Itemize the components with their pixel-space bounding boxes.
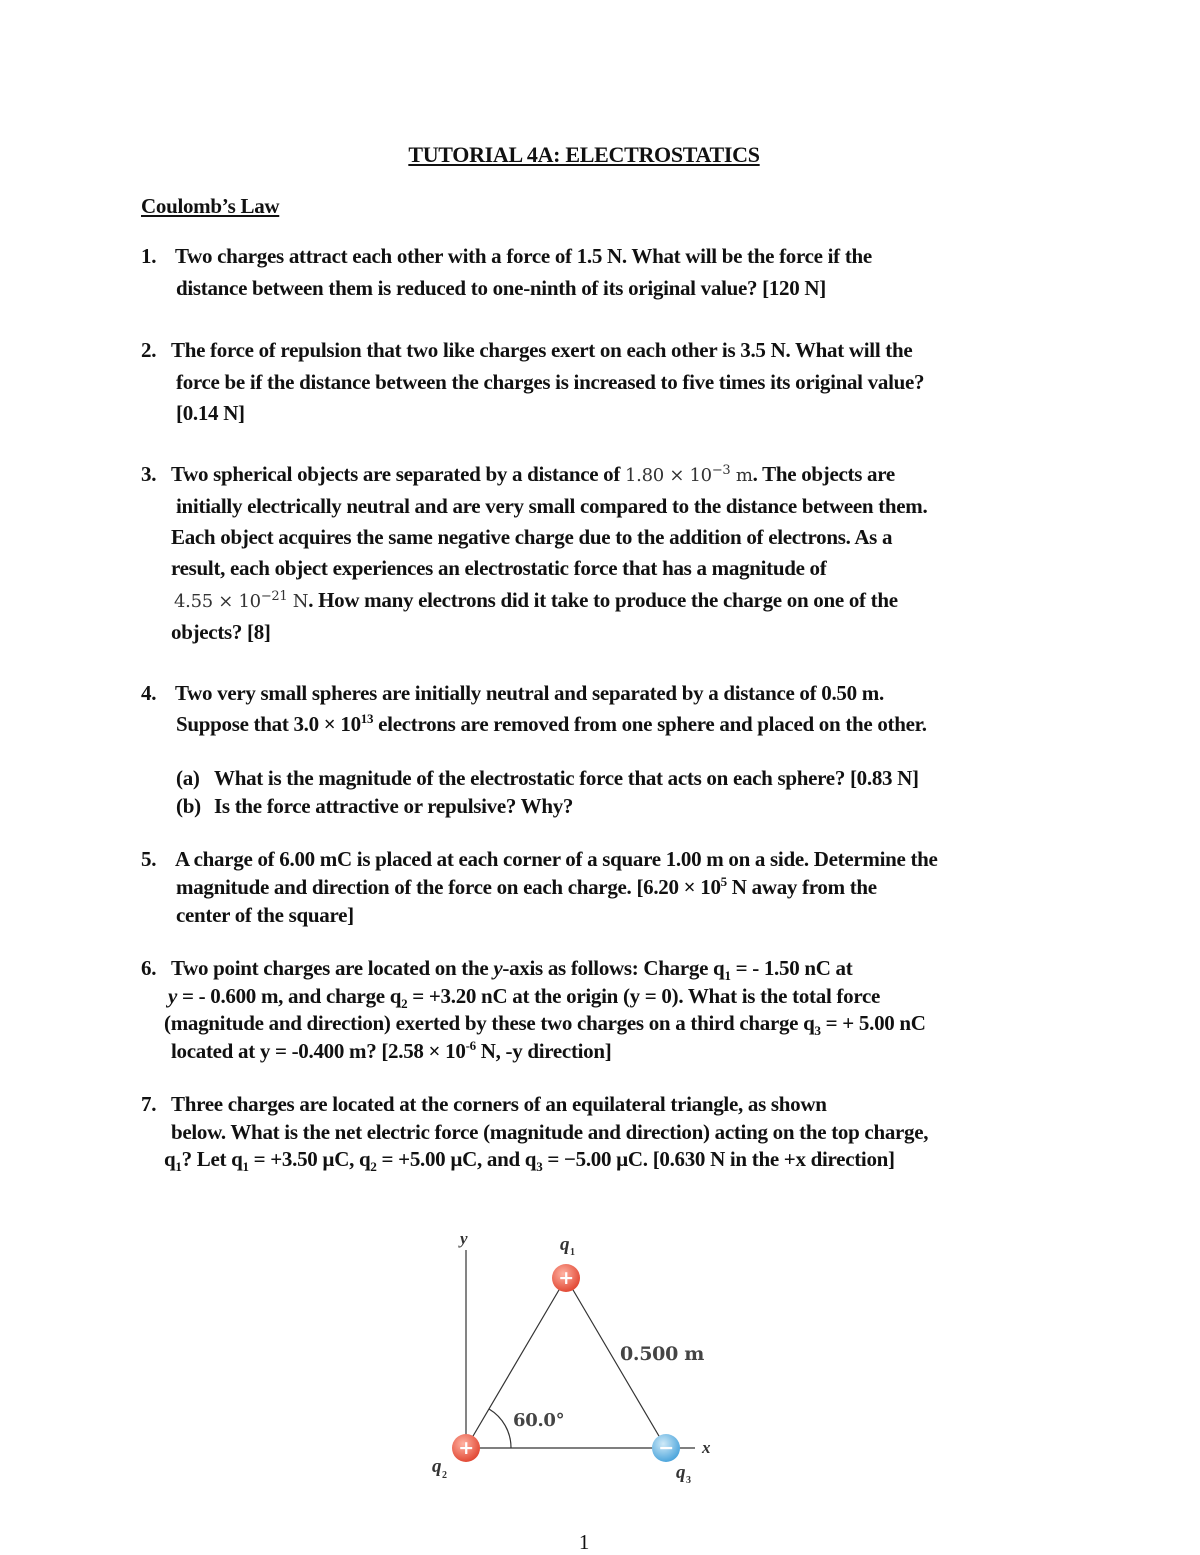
q1-label: q <box>560 1234 570 1255</box>
q2-label: q <box>432 1456 442 1477</box>
question-number: 2. <box>141 338 157 362</box>
question-7-line-2: below. What is the net electric force (magnitude and direction) acting on the top charge, <box>171 1120 929 1144</box>
question-6-line-2: y = - 0.600 m, and charge $q_2 = +3.20$ nC at the origin (y = 0). What is the total force <box>168 984 881 1012</box>
y-axis-label: y <box>460 1229 468 1248</box>
question-5-line-1: 5. A charge of 6.00 mC is placed at each corner of a square 1.00 m on a side. Determine the <box>141 847 938 871</box>
question-7-line-3: $q_1$? Let $q_1 = +3.50$ µC, $q_2 = +5.00$ µC, and $q_3 = -5.00$ µC. [0.630 N in the +x direction] <box>164 1147 895 1175</box>
question-2-answer: [0.14 N] <box>176 401 245 425</box>
plus-sign-q2: + <box>458 1437 474 1459</box>
q2-subscript: 2 <box>442 1470 447 1481</box>
q3-subscript: 3 <box>686 1475 691 1486</box>
question-3-line-4: result, each object experiences an electrostatic force that has a magnitude of <box>171 556 827 580</box>
question-1-line-1: 1. Two charges attract each other with a force of 1.5 N. What will be the force if the <box>141 244 872 268</box>
question-number: 3. <box>141 462 157 486</box>
question-6-line-3: (magnitude and direction) exerted by these two charges on a third charge $q_3$ = + 5.00 nC <box>164 1011 926 1039</box>
force-value: $4.55 \times 10^{-21}$ N <box>174 589 309 612</box>
question-3-line-1: 3. Two spherical objects are separated by a distance of $1.80 \times 10^{-3}$ m. The objects are <box>141 462 895 486</box>
angle-label: 60.0° <box>513 1410 565 1431</box>
section-heading: Coulomb’s Law <box>141 194 280 218</box>
question-number: 6. <box>141 956 157 980</box>
question-2-line-2: force be if the distance between the charges is increased to five times its original value? <box>176 370 925 394</box>
distance-value: $1.80 \times 10^{-3}$ m <box>625 463 753 486</box>
question-7-line-1: 7. Three charges are located at the corners of an equilateral triangle, as shown <box>141 1092 827 1116</box>
question-3-line-3: Each object acquires the same negative charge due to the addition of electrons. As a <box>171 525 893 549</box>
question-5-line-2: magnitude and direction of the force on each charge. [$6.20 \times 10^5$ N away from the <box>176 874 877 899</box>
question-4-part-b: (b) Is the force attractive or repulsive? Why? <box>176 794 574 818</box>
triangle-diagram <box>410 1220 740 1500</box>
question-3-line-5: $4.55 \times 10^{-21}$ N. How many electrons did it take to produce the charge on one of the <box>174 588 898 612</box>
minus-sign-q3: − <box>658 1437 674 1459</box>
triangle-charges-figure <box>410 1220 740 1500</box>
angle-arc <box>489 1409 511 1448</box>
question-number: 5. <box>141 847 157 871</box>
question-number: 4. <box>141 681 157 705</box>
x-axis-label: x <box>702 1438 711 1457</box>
question-1-line-2: distance between them is reduced to one-ninth of its original value? [120 N] <box>176 276 826 300</box>
side-length-label: 0.500 m <box>620 1343 705 1365</box>
q3-label: q <box>676 1462 686 1483</box>
plus-sign-q1: + <box>558 1267 574 1289</box>
question-2-line-1: 2. The force of repulsion that two like charges exert on each other is 3.5 N. What will the <box>141 338 913 362</box>
page-title: TUTORIAL 4A: ELECTROSTATICS <box>408 142 760 167</box>
page-number: 1 <box>578 1530 590 1554</box>
question-4-line-1: 4. Two very small spheres are initially neutral and separated by a distance of 0.50 m. <box>141 681 884 705</box>
question-4-part-a: (a) What is the magnitude of the electrostatic force that acts on each sphere? [0.83 N] <box>176 766 919 790</box>
question-6-line-4: located at y = -0.400 m? [$2.58 \times 10^{-6}$ N, -y direction] <box>171 1038 612 1063</box>
question-6-line-1: 6. Two point charges are located on the y-axis as follows: Charge $q_1$ = - 1.50 nC at <box>141 956 853 984</box>
question-5-answer: center of the square] <box>176 903 354 927</box>
question-number: 1. <box>141 244 157 268</box>
q1-subscript: 1 <box>570 1247 575 1258</box>
question-3-answer: objects? [8] <box>171 620 271 644</box>
question-4-line-2: Suppose that $3.0 \times 10^{13}$ electrons are removed from one sphere and placed on the other. <box>176 711 927 736</box>
question-3-line-2: initially electrically neutral and are very small compared to the distance between them. <box>176 494 928 518</box>
question-number: 7. <box>141 1092 157 1116</box>
